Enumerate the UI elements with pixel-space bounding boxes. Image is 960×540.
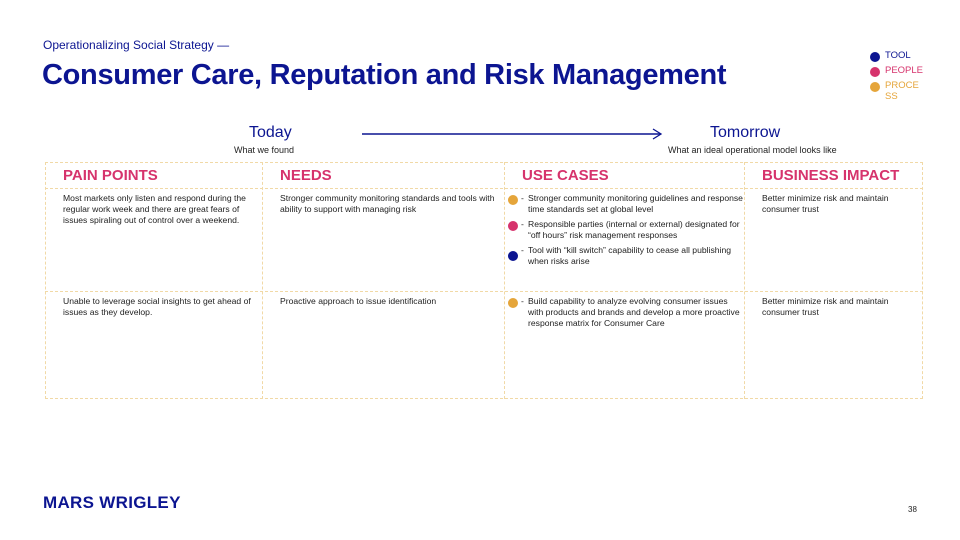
row2-use-cases bbox=[507, 296, 744, 333]
use-case-item bbox=[507, 219, 744, 241]
grid-line bbox=[922, 162, 923, 399]
column-header-needs: NEEDS bbox=[280, 167, 332, 184]
legend-label-tool: TOOL bbox=[885, 50, 911, 61]
legend-label-people: PEOPLE bbox=[885, 65, 924, 76]
people-dot-icon bbox=[508, 221, 518, 231]
tomorrow-sublabel: What an ideal operational model looks like bbox=[668, 145, 837, 155]
row1-pain-point: Most markets only listen and respond during the regular work week and there are great fears of issues spiraling out of control over a weekend. bbox=[63, 193, 246, 225]
grid-line bbox=[45, 162, 923, 163]
grid-line bbox=[45, 398, 923, 399]
timeline-arrow-icon bbox=[362, 128, 667, 140]
legend bbox=[870, 50, 930, 105]
tomorrow-label: Tomorrow bbox=[710, 124, 781, 141]
row2-pain-point: Unable to leverage social insights to get ahead of issues as they develop. bbox=[63, 296, 251, 317]
grid-line bbox=[45, 162, 46, 399]
grid-line bbox=[45, 291, 923, 292]
people-dot-icon bbox=[870, 67, 880, 77]
use-case-text: Stronger community monitoring guidelines and response time standards set at global level bbox=[528, 193, 743, 214]
use-case-text: Tool with “kill switch” capability to cease all publishing when risks arise bbox=[528, 245, 731, 266]
mars-wrigley-logo: MARS WRIGLEY bbox=[43, 493, 181, 512]
grid-line bbox=[744, 162, 745, 399]
legend-item-process bbox=[870, 80, 930, 102]
bullet-dash: - bbox=[521, 296, 524, 306]
process-dot-icon bbox=[508, 195, 518, 205]
use-case-item bbox=[507, 296, 744, 329]
use-case-item bbox=[507, 193, 744, 215]
page-title: Consumer Care, Reputation and Risk Management bbox=[42, 59, 727, 91]
use-case-item bbox=[507, 245, 744, 267]
use-case-text: Build capability to analyze evolving consumer issues with products and brands and develop a more proactive response matrix for Consumer Care bbox=[528, 296, 740, 328]
kicker: Operationalizing Social Strategy — bbox=[43, 38, 230, 52]
legend-label-process: PROCESS bbox=[885, 80, 919, 102]
grid-line bbox=[45, 188, 923, 189]
process-dot-icon bbox=[508, 298, 518, 308]
row1-need: Stronger community monitoring standards and tools with ability to support with managing risk bbox=[280, 193, 495, 214]
page-number: 38 bbox=[908, 505, 917, 514]
legend-item-tool bbox=[870, 50, 930, 62]
grid-line bbox=[504, 162, 505, 399]
row1-use-cases bbox=[507, 193, 744, 271]
column-header-business-impact: BUSINESS IMPACT bbox=[762, 167, 900, 184]
bullet-dash: - bbox=[521, 245, 524, 255]
column-header-pain-points: PAIN POINTS bbox=[63, 167, 158, 184]
legend-item-people bbox=[870, 65, 930, 77]
process-dot-icon bbox=[870, 82, 880, 92]
column-header-use-cases: USE CASES bbox=[522, 167, 609, 184]
row1-business-impact: Better minimize risk and maintain consumer trust bbox=[762, 193, 889, 214]
today-sublabel: What we found bbox=[234, 145, 295, 155]
tool-dot-icon bbox=[870, 52, 880, 62]
row2-business-impact: Better minimize risk and maintain consumer trust bbox=[762, 296, 889, 317]
today-label: Today bbox=[249, 124, 292, 141]
row2-need: Proactive approach to issue identification bbox=[280, 296, 437, 306]
grid-line bbox=[262, 162, 263, 399]
use-case-text: Responsible parties (internal or external) designated for “off hours” risk management responses bbox=[528, 219, 740, 240]
bullet-dash: - bbox=[521, 193, 524, 203]
bullet-dash: - bbox=[521, 219, 524, 229]
tool-dot-icon bbox=[508, 251, 518, 261]
